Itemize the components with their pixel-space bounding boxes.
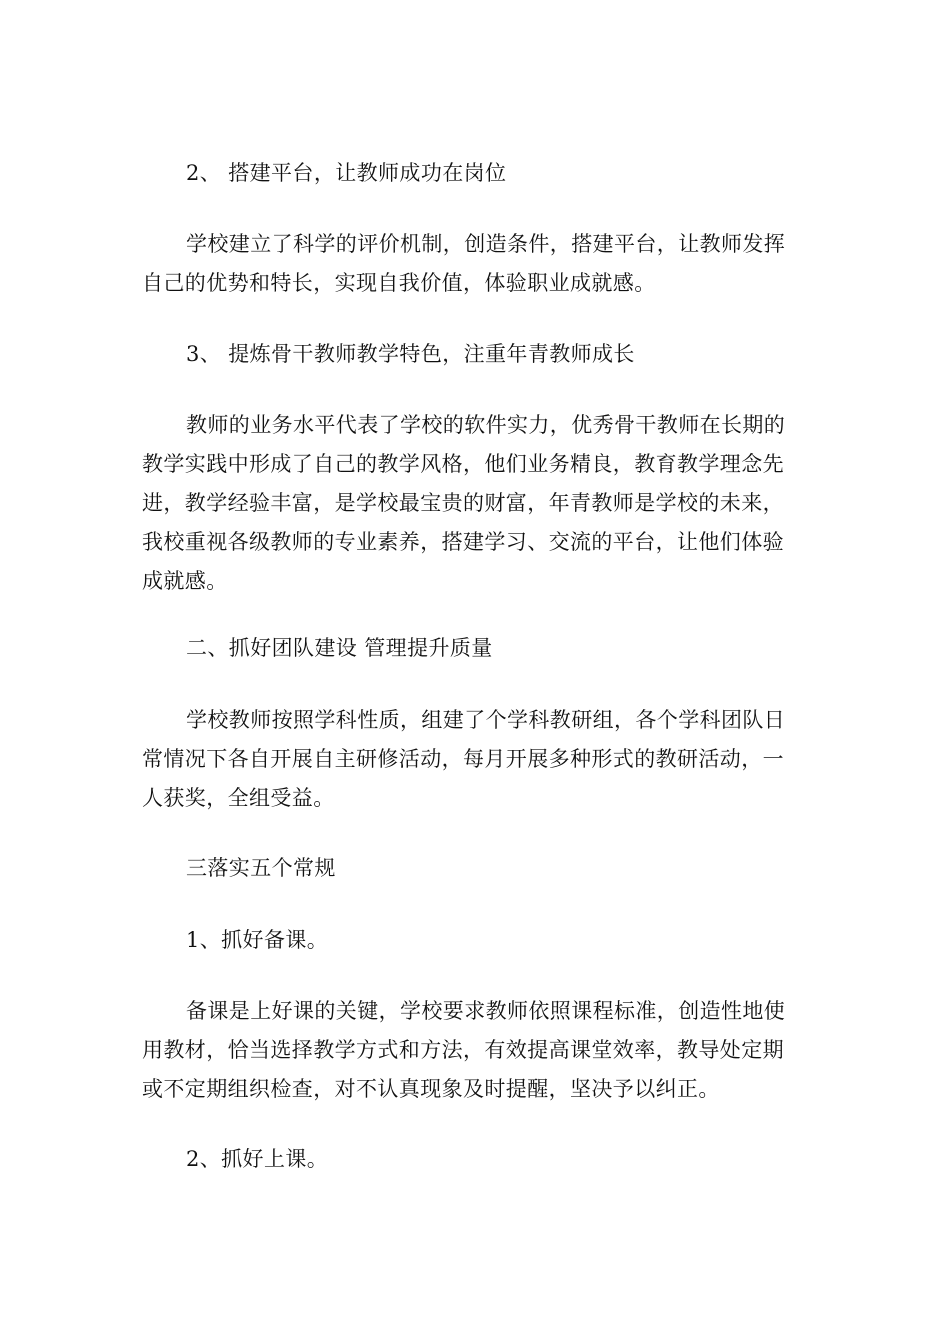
paragraph-line: 我校重视各级教师的专业素养，搭建学习、交流的平台，让他们体验 xyxy=(142,530,784,554)
paragraph-line: 进，教学经验丰富，是学校最宝贵的财富，年青教师是学校的未来， xyxy=(142,491,784,515)
paragraph-line: 成就感。 xyxy=(142,569,228,593)
paragraph-line: 常情况下各自开展自主研修活动，每月开展多种形式的教研活动，一 xyxy=(142,747,784,771)
heading-five-routines: 三落实五个常规 xyxy=(186,856,336,880)
paragraph-line: 教师的业务水平代表了学校的软件实力，优秀骨干教师在长期的 xyxy=(186,413,786,437)
heading-build-platform: 2、 搭建平台，让教师成功在岗位 xyxy=(186,161,507,185)
paragraph-line: 学校教师按照学科性质，组建了个学科教研组，各个学科团队日 xyxy=(186,708,786,732)
paragraph-line: 自己的优势和特长，实现自我价值，体验职业成就感。 xyxy=(142,271,656,295)
heading-lesson-prep: 1、抓好备课。 xyxy=(186,928,329,952)
heading-team-building: 二、抓好团队建设 管理提升质量 xyxy=(186,636,493,660)
heading-teaching-class: 2、抓好上课。 xyxy=(186,1147,329,1171)
paragraph-line: 备课是上好课的关键，学校要求教师依照课程标准，创造性地使 xyxy=(186,999,786,1023)
paragraph-line: 教学实践中形成了自己的教学风格，他们业务精良，教育教学理念先 xyxy=(142,452,784,476)
paragraph-line: 学校建立了科学的评价机制，创造条件，搭建平台，让教师发挥 xyxy=(186,232,786,256)
paragraph-line: 人获奖，全组受益。 xyxy=(142,786,335,810)
paragraph-line: 或不定期组织检查，对不认真现象及时提醒，坚决予以纠正。 xyxy=(142,1077,720,1101)
heading-teacher-growth: 3、 提炼骨干教师教学特色，注重年青教师成长 xyxy=(186,342,635,366)
paragraph-line: 用教材，恰当选择教学方式和方法，有效提高课堂效率，教导处定期 xyxy=(142,1038,784,1062)
